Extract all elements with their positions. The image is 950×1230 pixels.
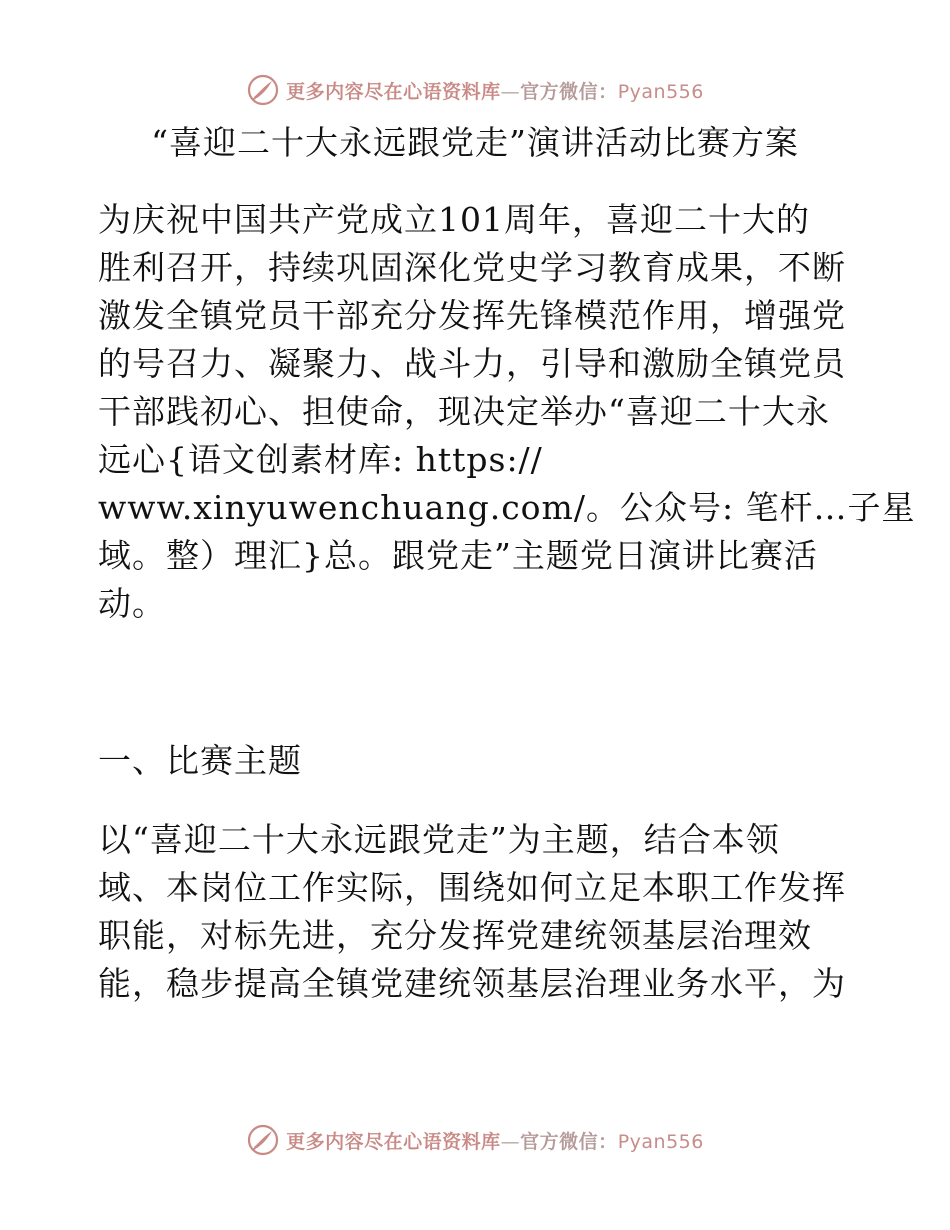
header-text — [286, 77, 704, 104]
header-separator: — — [500, 80, 521, 103]
footer-banner — [0, 1120, 950, 1160]
paragraph-line: 的号召力、凝聚力、战斗力，引导和激励全镇党员 — [98, 344, 846, 383]
paragraph-line: www.xinyuwenchuang.com/。公众号: 笔杆…子星 — [98, 488, 916, 527]
header-banner — [0, 70, 950, 110]
quill-logo-icon — [246, 1123, 280, 1157]
paragraph-intro — [98, 196, 916, 628]
paragraph-line: 为庆祝中国共产党成立101周年，喜迎二十大的 — [98, 200, 810, 239]
header-wechat-label: 官方微信： — [520, 80, 618, 103]
paragraph-line: 以“喜迎二十大永远跟党走”为主题，结合本领 — [98, 820, 780, 859]
paragraph-line: 干部践初心、担使命，现决定举办“喜迎二十大永 — [98, 392, 830, 431]
paragraph-theme — [98, 816, 858, 1008]
header-wechat-id: Pyan556 — [617, 80, 704, 103]
footer-separator: — — [500, 1130, 521, 1153]
section-heading-theme — [98, 737, 858, 785]
footer-wechat-id: Pyan556 — [617, 1130, 704, 1153]
section-heading-text: 一、比赛主题 — [98, 741, 302, 780]
document-title: “喜迎二十大永远跟党走”演讲活动比赛方案 — [151, 123, 799, 162]
paragraph-line: 能，稳步提高全镇党建统领基层治理业务水平，为 — [98, 964, 846, 1003]
quill-logo-icon — [246, 73, 280, 107]
paragraph-line: 域、本岗位工作实际，围绕如何立足本职工作发挥 — [98, 868, 846, 907]
paragraph-line: 域。整）理汇}总。跟党走”主题党日演讲比赛活 — [98, 536, 818, 575]
footer-text — [286, 1127, 704, 1154]
paragraph-line: 动。 — [98, 584, 166, 623]
header-site-name: 更多内容尽在心语资料库 — [286, 80, 501, 103]
paragraph-line: 激发全镇党员干部充分发挥先锋模范作用，增强党 — [98, 296, 846, 335]
footer-site-name: 更多内容尽在心语资料库 — [286, 1130, 501, 1153]
footer-wechat-label: 官方微信： — [520, 1130, 618, 1153]
paragraph-line: 职能，对标先进，充分发挥党建统领基层治理效 — [98, 916, 812, 955]
paragraph-line: 胜利召开，持续巩固深化党史学习教育成果，不断 — [98, 248, 846, 287]
paragraph-line: 远心{语文创素材库: https:// — [98, 440, 543, 479]
